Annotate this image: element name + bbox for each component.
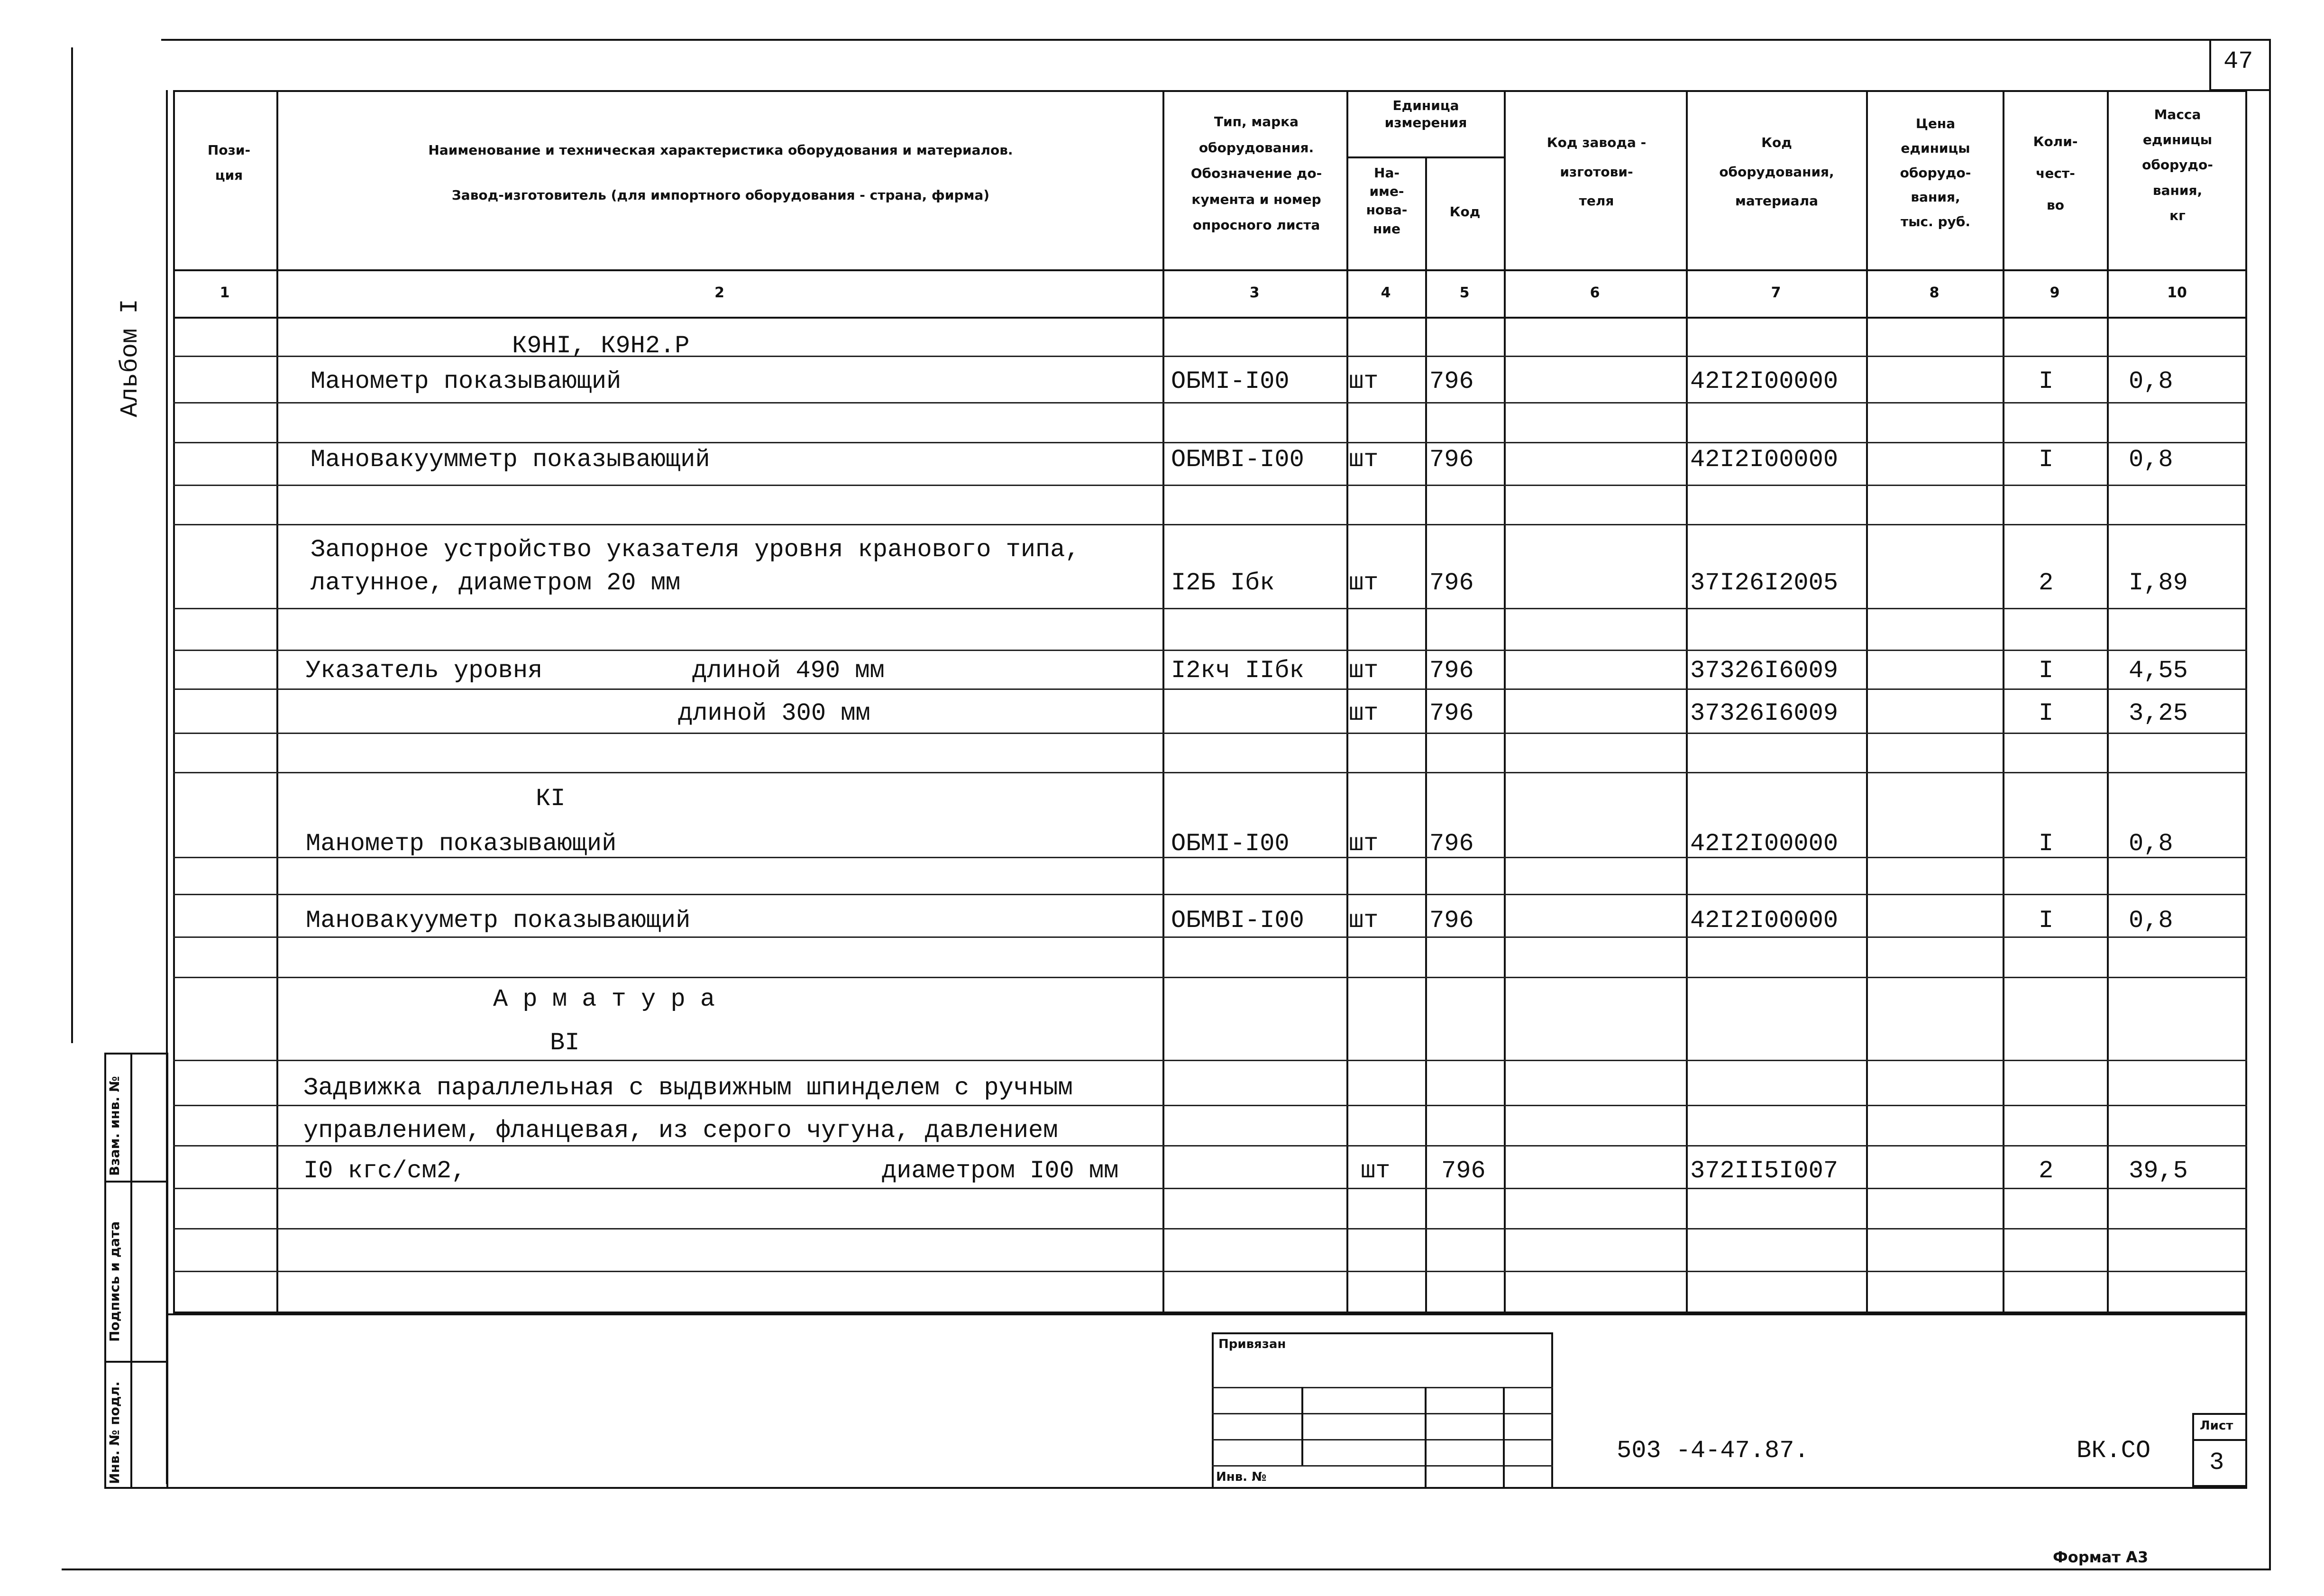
colnum-7: 7 bbox=[1771, 284, 1781, 301]
row-type: ОБМВI-I00 bbox=[1171, 446, 1304, 474]
row-name: I0 кгс/см2, bbox=[303, 1157, 467, 1185]
header-col9: Коли- чест- во bbox=[2033, 134, 2078, 213]
row-name: Манометр показывающий bbox=[306, 830, 617, 858]
header-col2-line1: Наименование и техническая характеристика оборудования и материалов. bbox=[428, 142, 1013, 158]
row-line bbox=[173, 1271, 2247, 1272]
side-stamp-inner bbox=[130, 1053, 132, 1489]
stamp-inv-podl: Инв. № подл. bbox=[107, 1381, 122, 1484]
section-title-v1: ВI bbox=[550, 1029, 580, 1057]
row-mass: 0,8 bbox=[2129, 907, 2173, 935]
row-name: Запорное устройство указателя уровня кранового типа, bbox=[311, 536, 1080, 564]
row-name: Мановакууметр показывающий bbox=[306, 907, 691, 935]
colnum-6: 6 bbox=[1590, 284, 1600, 301]
row-name-extra: диаметром I00 мм bbox=[882, 1157, 1119, 1185]
row-code: 796 bbox=[1429, 569, 1474, 597]
row-line bbox=[173, 356, 2247, 357]
col-line-1 bbox=[276, 90, 278, 1313]
col-line-4 bbox=[1425, 156, 1427, 1313]
row-line bbox=[173, 688, 2247, 690]
row-equip-code: 42I2I00000 bbox=[1690, 367, 1839, 395]
row-line bbox=[173, 936, 2247, 938]
row-line bbox=[173, 1105, 2247, 1106]
top-border-line bbox=[161, 39, 2266, 41]
row-code: 796 bbox=[1429, 830, 1474, 858]
privyazan-row bbox=[1212, 1439, 1553, 1440]
stamp-vzam: Взам. инв. № bbox=[107, 1076, 122, 1176]
row-line bbox=[173, 977, 2247, 978]
left-margin-line bbox=[71, 47, 73, 1043]
row-qty: I bbox=[2039, 446, 2054, 474]
row-equip-code: 42I2I00000 bbox=[1690, 830, 1839, 858]
inv-no-label: Инв. № bbox=[1216, 1470, 1267, 1484]
row-code: 796 bbox=[1441, 1157, 1486, 1185]
row-code: 796 bbox=[1429, 907, 1474, 935]
privyazan-col bbox=[1503, 1387, 1505, 1489]
row-qty: I bbox=[2039, 657, 2054, 685]
row-mass: 0,8 bbox=[2129, 367, 2173, 395]
row-mass: 4,55 bbox=[2129, 657, 2188, 685]
row-line bbox=[173, 650, 2247, 651]
row-unit: шт bbox=[1349, 830, 1379, 858]
privyazan-row bbox=[1212, 1387, 1553, 1388]
col-line-2 bbox=[1162, 90, 1164, 1313]
row-equip-code: 372II5I007 bbox=[1690, 1157, 1839, 1185]
format-label: Формат А3 bbox=[2053, 1548, 2149, 1566]
row-type: ОБМI-I00 bbox=[1171, 830, 1290, 858]
col-line-7 bbox=[1866, 90, 1868, 1313]
title-block-top-line bbox=[166, 1313, 2247, 1315]
list-box-divider bbox=[2192, 1439, 2247, 1441]
row-type: I2кч IIбк bbox=[1171, 657, 1304, 685]
row-unit: шт bbox=[1349, 907, 1379, 935]
col-line-5 bbox=[1504, 90, 1506, 1313]
section-title-k9n: К9НI, К9Н2.Р bbox=[512, 332, 690, 360]
header-col8: Цена единицы оборудо- вания, тыс. руб. bbox=[1900, 116, 1971, 230]
colnum-4: 4 bbox=[1381, 284, 1391, 301]
row-type: I2Б Iбк bbox=[1171, 569, 1275, 597]
privyazan-col bbox=[1425, 1387, 1427, 1489]
header-col7: Код оборудования, материала bbox=[1719, 135, 1834, 209]
row-line bbox=[173, 1145, 2247, 1147]
colnum-bottom-line bbox=[173, 317, 2247, 319]
row-line bbox=[173, 733, 2247, 734]
right-border-line bbox=[2269, 39, 2271, 1570]
row-line bbox=[173, 608, 2247, 609]
row-mass: 0,8 bbox=[2129, 830, 2173, 858]
colnum-5: 5 bbox=[1459, 284, 1470, 301]
row-mass: 3,25 bbox=[2129, 699, 2188, 727]
row-name: Указатель уровня bbox=[306, 657, 543, 685]
row-code: 796 bbox=[1429, 657, 1474, 685]
row-name-extra: длиной 490 мм bbox=[692, 657, 885, 685]
colnum-1: 1 bbox=[220, 284, 230, 301]
row-name: длиной 300 мм bbox=[678, 699, 870, 727]
row-type: ОБМI-I00 bbox=[1171, 367, 1290, 395]
row-equip-code: 42I2I00000 bbox=[1690, 446, 1839, 474]
row-unit: шт bbox=[1349, 446, 1379, 474]
row-name: Задвижка параллельная с выдвижным шпинделем с ручным bbox=[303, 1074, 1073, 1102]
list-number: 3 bbox=[2209, 1449, 2224, 1477]
list-label: Лист bbox=[2200, 1419, 2233, 1433]
row-equip-code: 37I26I2005 bbox=[1690, 569, 1839, 597]
row-qty: I bbox=[2039, 367, 2054, 395]
row-line bbox=[173, 772, 2247, 773]
doc-code: 503 -4-47.87. bbox=[1617, 1437, 1809, 1465]
side-stamp-divider bbox=[104, 1181, 168, 1183]
row-code: 796 bbox=[1429, 367, 1474, 395]
row-unit: шт bbox=[1361, 1157, 1391, 1185]
row-line bbox=[173, 1188, 2247, 1189]
row-line bbox=[173, 1228, 2247, 1229]
row-line bbox=[173, 402, 2247, 404]
privyazan-row bbox=[1212, 1413, 1553, 1414]
bottom-border-line bbox=[62, 1568, 2271, 1570]
header-bottom-line bbox=[173, 269, 2247, 271]
row-name: управлением, фланцевая, из серого чугуна, давлением bbox=[303, 1117, 1058, 1145]
header-col6: Код завода - изготови- теля bbox=[1546, 135, 1647, 209]
row-qty: I bbox=[2039, 907, 2054, 935]
row-qty: 2 bbox=[2039, 1157, 2054, 1185]
row-unit: шт bbox=[1349, 657, 1379, 685]
row-unit: шт bbox=[1349, 569, 1379, 597]
colnum-2: 2 bbox=[714, 284, 724, 301]
row-name: латунное, диаметром 20 мм bbox=[311, 569, 681, 597]
row-line bbox=[173, 1060, 2247, 1061]
row-name: Мановакуумметр показывающий bbox=[311, 446, 710, 474]
row-mass: I,89 bbox=[2129, 569, 2188, 597]
colnum-9: 9 bbox=[2050, 284, 2060, 301]
row-equip-code: 42I2I00000 bbox=[1690, 907, 1839, 935]
row-mass: 39,5 bbox=[2129, 1157, 2188, 1185]
section-title-armatura: А р м а т у р а bbox=[493, 985, 715, 1013]
row-equip-code: 37326I6009 bbox=[1690, 699, 1839, 727]
header-col10: Масса единицы оборудо- вания, кг bbox=[2142, 107, 2213, 223]
unit-group-line bbox=[1346, 156, 1504, 158]
colnum-3: 3 bbox=[1249, 284, 1260, 301]
row-code: 796 bbox=[1429, 699, 1474, 727]
row-qty: I bbox=[2039, 699, 2054, 727]
privyazan-col bbox=[1301, 1387, 1303, 1465]
row-name: Манометр показывающий bbox=[311, 367, 622, 395]
row-equip-code: 37326I6009 bbox=[1690, 657, 1839, 685]
row-line bbox=[173, 524, 2247, 525]
colnum-8: 8 bbox=[1929, 284, 1940, 301]
sheet-code: ВК.СО bbox=[2077, 1437, 2151, 1465]
row-line bbox=[173, 485, 2247, 486]
page-number: 47 bbox=[2223, 47, 2253, 75]
section-title-k1: КI bbox=[536, 785, 566, 813]
header-col2-line2: Завод-изготовитель (для импортного оборудования - страна, фирма) bbox=[451, 187, 990, 203]
header-col5: Код bbox=[1449, 204, 1481, 220]
header-col4-5-group: Единица измерения bbox=[1384, 98, 1467, 131]
colnum-10: 10 bbox=[2167, 284, 2187, 301]
header-col3: Тип, марка оборудования. Обозначение до- кумента и номер опросного листа bbox=[1190, 114, 1322, 233]
row-type: ОБМВI-I00 bbox=[1171, 907, 1304, 935]
header-col1: Пози- ция bbox=[207, 142, 251, 183]
side-stamp-divider bbox=[104, 1361, 168, 1363]
row-unit: шт bbox=[1349, 699, 1379, 727]
col-line-3 bbox=[1346, 90, 1348, 1313]
title-block-bottom-line bbox=[166, 1487, 2247, 1489]
row-qty: I bbox=[2039, 830, 2054, 858]
row-code: 796 bbox=[1429, 446, 1474, 474]
album-label: Альбом I bbox=[116, 299, 144, 417]
privyazan-label: Привязан bbox=[1218, 1337, 1286, 1351]
row-line bbox=[173, 894, 2247, 895]
row-line bbox=[173, 442, 2247, 443]
stamp-podpis: Подпись и дата bbox=[107, 1221, 122, 1342]
col-line-8 bbox=[2003, 90, 2004, 1313]
row-qty: 2 bbox=[2039, 569, 2054, 597]
col-line-9 bbox=[2107, 90, 2109, 1313]
col-line-6 bbox=[1686, 90, 1688, 1313]
header-col4: На- име- нова- ние bbox=[1366, 165, 1408, 237]
privyazan-row bbox=[1212, 1465, 1553, 1467]
row-unit: шт bbox=[1349, 367, 1379, 395]
row-mass: 0,8 bbox=[2129, 446, 2173, 474]
